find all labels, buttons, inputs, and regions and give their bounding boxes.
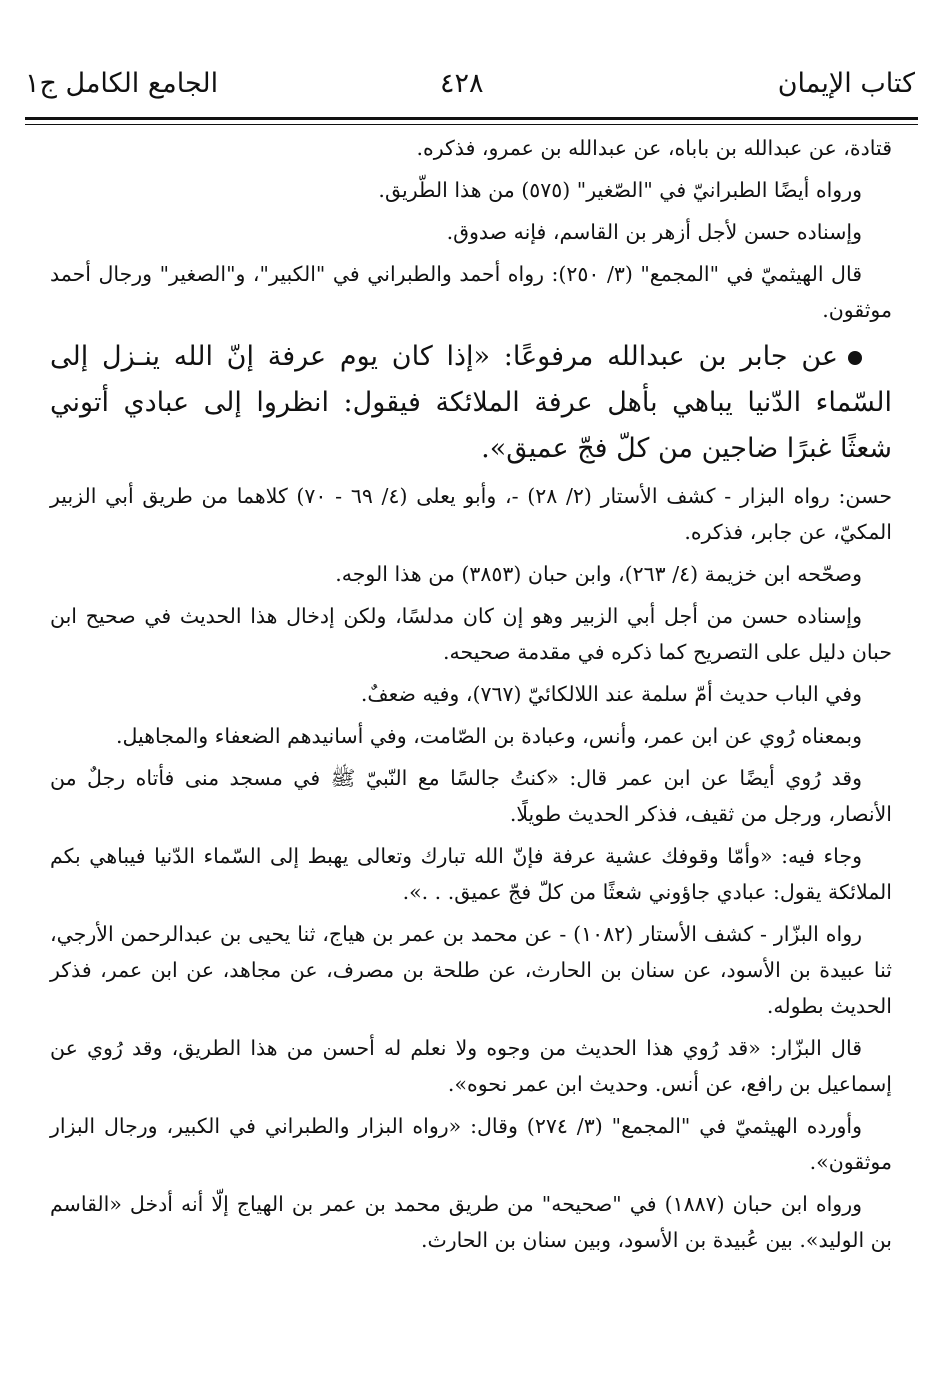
paragraph: حسن: رواه البزار - كشف الأستار (٢/ ٢٨) -، وأبو يعلى (٤/ ٦٩ - ٧٠) كلاهما من طريق أبي الزبير المكيّ، عن جابر، فذكره.: [50, 484, 892, 544]
header-rule-thin: [25, 124, 918, 125]
page-body: [50, 130, 892, 1264]
volume-title: الجامع الكامل ج١: [25, 68, 219, 99]
paragraph: قال الهيثميّ في "المجمع" (٣/ ٢٥٠): رواه أحمد والطبراني في "الكبير"، و"الصغير" ورجال أحمد موثقون.: [50, 262, 892, 322]
header-rule-thick: [25, 117, 918, 120]
paragraph: وإسناده حسن لأجل أزهر بن القاسم، فإنه صدوق.: [446, 220, 862, 244]
paragraph: ورواه ابن حبان (١٨٨٧) في "صحيحه" من طريق محمد بن عمر بن الهياج إلّا أنه أدخل «القاسم بن الوليد». بين عُبيدة بن الأسود، وبين سنان بن الحارث.: [50, 1192, 892, 1252]
paragraph: وفي الباب حديث أمّ سلمة عند اللالكائيّ (٧٦٧)، وفيه ضعفٌ.: [360, 682, 862, 706]
paragraph: وإسناده حسن من أجل أبي الزبير وهو إن كان مدلسًا، ولكن إدخال هذا الحديث في صحيح ابن حبان دليل على التصريح كما ذكره في مقدمة صحيحه.: [50, 604, 892, 664]
page-number: ٤٢٨: [440, 68, 484, 99]
bullet-icon: [848, 351, 862, 365]
paragraph: وصحّحه ابن خزيمة (٤/ ٢٦٣)، وابن حبان (٣٨٥٣) من هذا الوجه.: [335, 562, 862, 586]
hadith-text: عن جابر بن عبدالله مرفوعًا: «إذا كان يوم عرفة إنّ الله ينـزل إلى السّماء الدّنيا يباهي بأهل عرفة الملائكة فيقول: انظروا إلى عبادي أتوني شعثًا غبرًا ضاجين من كلّ فجّ عميق».: [50, 341, 892, 464]
paragraph: قتادة، عن عبدالله بن باباه، عن عبدالله بن عمرو، فذكره.: [416, 136, 892, 160]
page-header: [25, 68, 915, 108]
hadith-paragraph: [50, 334, 892, 472]
paragraph: وقد رُوي أيضًا عن ابن عمر قال: «كنتُ جالسًا مع النّبيّ ﷺ في مسجد منى فأتاه رجلٌ من الأنصار، ورجل من ثقيف، فذكر الحديث طويلًا.: [50, 766, 892, 826]
paragraph: وبمعناه رُوي عن ابن عمر، وأنس، وعبادة بن الصّامت، وفي أسانيدهم الضعفاء والمجاهيل.: [116, 724, 862, 748]
paragraph: وأورده الهيثميّ في "المجمع" (٣/ ٢٧٤) وقال: «رواه البزار والطبراني في الكبير، ورجال البزار موثقون».: [50, 1114, 892, 1174]
paragraph: ورواه أيضًا الطبرانيّ في "الصّغير" (٥٧٥) من هذا الطّريق.: [378, 178, 862, 202]
book-title: كتاب الإيمان: [777, 68, 915, 99]
paragraph: وجاء فيه: «وأمّا وقوفك عشية عرفة فإنّ الله تبارك وتعالى يهبط إلى السّماء الدّنيا فيباهي بكم الملائكة يقول: عبادي جاؤوني شعثًا من كلّ فجّ عميق. . .».: [50, 844, 892, 904]
paragraph: رواه البزّار - كشف الأستار (١٠٨٢) - عن محمد بن عمر بن هياج، ثنا يحيى بن عبدالرحمن الأرجي، ثنا عبيدة بن الأسود، عن سنان بن الحارث، عن طلحة بن مصرف، عن مجاهد، عن ابن عمر، فذكر الحديث بطوله.: [50, 922, 892, 1018]
paragraph: قال البزّار: «قد رُوي هذا الحديث من وجوه ولا نعلم له أحسن من هذا الطريق، وقد رُوي عن إسماعيل بن رافع، عن أنس. وحديث ابن عمر نحوه».: [50, 1036, 892, 1096]
